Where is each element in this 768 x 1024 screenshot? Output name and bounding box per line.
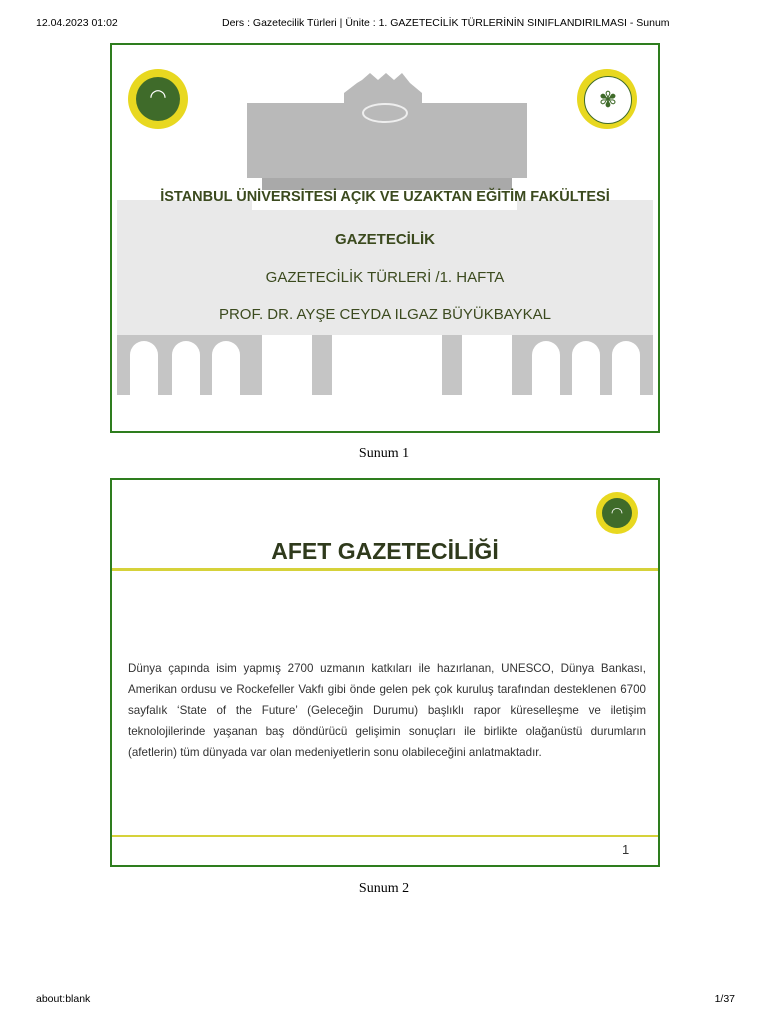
print-datetime: 12.04.2023 01:02 [36, 17, 118, 29]
author-name: PROF. DR. AYŞE CEYDA ILGAZ BÜYÜKBAYKAL [218, 306, 552, 323]
aof-logo [596, 492, 638, 534]
institution-title: İSTANBUL ÜNİVERSİTESİ AÇIK VE UZAKTAN EĞİTİM FAKÜLTESİ [160, 189, 610, 205]
program-title: GAZETECİLİK [335, 231, 435, 248]
slide-1-caption: Sunum 1 [358, 446, 410, 461]
emblem-icon: ✾ [584, 76, 632, 124]
slide-2 [110, 478, 660, 867]
slide-body-text: Dünya çapında isim yapmış 2700 uzmanın katkıları ile hazırlanan, UNESCO, Dünya Bankası, Amerikan ordusu ve Rockefeller Vakfı gibi önde gelen pek çok kuruluş tarafından desteklenen 6700 sayfalık ‘State of the Future’ (Geleceğin Durumu) başlıklı rapor küreselleşme ve iletişim teknolojilerinde yaşanan baş döndürücü gelişimin sonuçları ile birlikte olağanüstü durumların (afetlerin) tüm dünyada var olan medeniyetlerin sonu olabileceğini anlatmaktadır. [128, 662, 646, 759]
footer-url: about:blank [36, 993, 91, 1005]
slide-page-number: 1 [622, 842, 630, 857]
footer-page-count: 1/37 [714, 993, 735, 1005]
istanbul-university-logo [577, 69, 637, 129]
aof-logo [128, 69, 188, 129]
print-title: Ders : Gazetecilik Türleri | Ünite : 1. GAZETECİLİK TÜRLERİNİN SINIFLANDIRILMASI - Sunum [222, 17, 670, 29]
footer-divider [112, 835, 658, 837]
course-title: GAZETECİLİK TÜRLERİ /1. HAFTA [265, 269, 505, 286]
wifi-icon: ◠ [136, 77, 180, 121]
title-divider [112, 568, 658, 571]
slide-1 [110, 43, 660, 433]
slide-2-caption: Sunum 2 [358, 881, 410, 896]
wifi-icon: ◠ [602, 498, 632, 528]
slide-title: AFET GAZETECİLİĞİ [271, 538, 499, 564]
